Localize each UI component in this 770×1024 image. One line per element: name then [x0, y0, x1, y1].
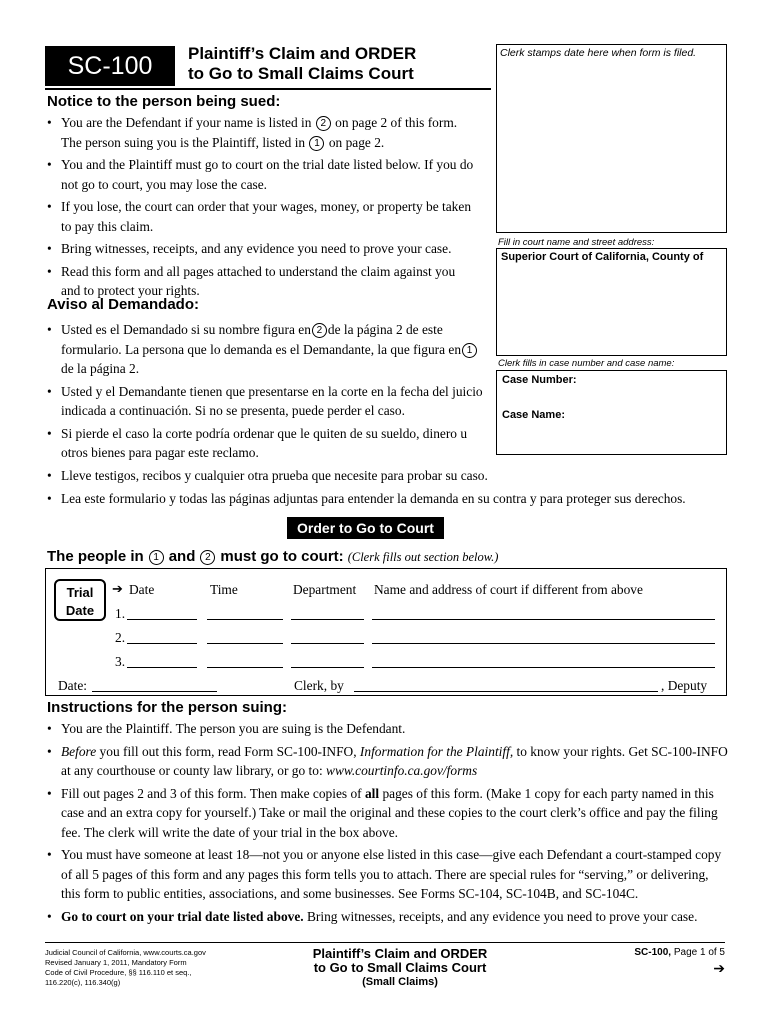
- clerk-stamp-box[interactable]: [496, 44, 727, 233]
- instruction-item-5: • Go to court on your trial date listed above. Bring witnesses, receipts, and any evidence you need to prove your case.: [47, 907, 729, 927]
- circle-1-icon: 1: [309, 136, 324, 151]
- col-address: Name and address of court if different from above: [374, 582, 643, 597]
- row-2-time-field[interactable]: [207, 643, 283, 644]
- notice-heading: Notice to the person being sued:: [47, 93, 281, 110]
- circle-2-icon: 2: [200, 550, 215, 565]
- deputy-label: , Deputy: [661, 678, 708, 693]
- people-must-go-line: The people in 1 and 2 must go to court: (Clerk fills out section below.): [47, 548, 499, 565]
- notice-item-5: • Read this form and all pages attached to understand the claim against you and to protect your rights.: [47, 262, 477, 301]
- form-title-line2: to Go to Small Claims Court: [188, 64, 414, 83]
- form-id-badge: SC-100: [45, 46, 175, 86]
- circle-2-icon: 2: [316, 116, 331, 131]
- notice-item-4: • Bring witnesses, receipts, and any evidence you need to prove your case.: [47, 239, 477, 259]
- circle-2-icon: 2: [312, 323, 327, 338]
- instruction-item-1: • You are the Plaintiff. The person you are suing is the Defendant.: [47, 719, 729, 739]
- footer-citation: Judicial Council of California, www.courts.ca.gov Revised January 1, 2011, Mandatory Form Code of Civil Procedure, §§ 116.110 et seq., 116.220(c), 116.340(g): [45, 948, 206, 987]
- order-banner: Order to Go to Court: [287, 517, 444, 539]
- instruction-item-4: • You must have someone at least 18—not you or anyone else listed in this case—give each Defendant a court-stamped copy of all 5 pages of this form and any pages this form tells you to attach. There are special rules for “serving,” or delivering, this form to public entities, associations, and some businesses. See Forms SC-104, SC-104B, and SC-104C.: [47, 845, 729, 904]
- row-2-address-field[interactable]: [372, 643, 715, 644]
- footer-page-info: SC-100, Page 1 of 5 ➔: [600, 947, 725, 977]
- col-date: Date: [129, 582, 155, 597]
- case-number-label: Case Number:: [502, 374, 577, 386]
- aviso-item-5: • Lea este formulario y todas las páginas adjuntas para entender la demanda en su contra y para proteger sus derechos.: [47, 489, 727, 509]
- row-3-date-field[interactable]: [127, 667, 197, 668]
- order-date-field[interactable]: [92, 691, 217, 692]
- col-time: Time: [210, 582, 238, 597]
- circle-1-icon: 1: [149, 550, 164, 565]
- form-title: [188, 44, 416, 84]
- instruction-item-3: • Fill out pages 2 and 3 of this form. Then make copies of all pages of this form. (Make 1 copy for each party named in this case and an extra copy for yourself.) Take or mail the original and these copies to the court clerk’s office and pay the filing fee. The clerk will write the date of your trial in the box above.: [47, 784, 729, 843]
- row-3-address-field[interactable]: [372, 667, 715, 668]
- aviso-item-2: • Usted y el Demandante tienen que presentarse en la corte en la fecha del juicio indicada a continuación. Si no se presenta, puede perder el caso.: [47, 382, 487, 421]
- row-3-department-field[interactable]: [291, 667, 364, 668]
- instructions-list: [47, 719, 729, 929]
- row-1-department-field[interactable]: [291, 619, 364, 620]
- footer-rule: [45, 942, 725, 943]
- row-3-time-field[interactable]: [207, 667, 283, 668]
- court-name-value: Superior Court of California, County of: [501, 251, 704, 263]
- notice-item-1: • You are the Defendant if your name is listed in 2 on page 2 of this form. The person suing you is the Plaintiff, listed in 1 on page 2.: [47, 113, 477, 152]
- row-1-address-field[interactable]: [372, 619, 715, 620]
- col-department: Department: [293, 582, 357, 597]
- notice-item-2: • You and the Plaintiff must go to court on the trial date listed below. If you do not go to court, you may lose the case.: [47, 155, 477, 194]
- row-1-time-field[interactable]: [207, 619, 283, 620]
- clerk-stamp-label: Clerk stamps date here when form is filed.: [500, 47, 697, 59]
- case-name-label: Case Name:: [502, 409, 565, 421]
- notice-list: [47, 113, 477, 304]
- notice-item-3: • If you lose, the court can order that your wages, money, or property be taken to pay this claim.: [47, 197, 477, 236]
- trial-date-tag: Trial Date: [54, 579, 106, 621]
- row-2-department-field[interactable]: [291, 643, 364, 644]
- aviso-item-4: • Lleve testigos, recibos y cualquier otra prueba que necesite para probar su caso.: [47, 466, 727, 486]
- aviso-list-wide: [47, 466, 727, 511]
- row-1-label: 1.: [115, 606, 126, 621]
- courtinfo-link[interactable]: www.courtinfo.ca.gov/forms: [326, 763, 478, 778]
- order-date-label: Date:: [58, 678, 87, 693]
- aviso-item-3: • Si pierde el caso la corte podría ordenar que le quiten de su sueldo, dinero u otros bienes para pagar este reclamo.: [47, 424, 487, 463]
- next-page-arrow-icon: ➔: [713, 960, 725, 976]
- court-name-box[interactable]: [496, 248, 727, 356]
- circle-1-icon: 1: [462, 343, 477, 358]
- form-title-line1: Plaintiff’s Claim and ORDER: [188, 44, 417, 63]
- aviso-list: [47, 320, 487, 466]
- row-3-label: 3.: [115, 654, 126, 669]
- row-1-date-field[interactable]: [127, 619, 197, 620]
- row-2-date-field[interactable]: [127, 643, 197, 644]
- instruction-item-2: • Before you fill out this form, read Form SC-100-INFO, Information for the Plaintiff, to know your rights. Get SC-100-INFO at any courthouse or county law library, or go to: www.courtinfo.ca.gov/forms: [47, 742, 729, 781]
- clerk-by-label: Clerk, by: [294, 678, 344, 693]
- aviso-item-1: • Usted es el Demandado si su nombre figura en 2 de la página 2 de este formulario. La persona que lo demanda es el Demandante, la que figura en 1de la página 2.: [47, 320, 487, 379]
- row-2-label: 2.: [115, 630, 126, 645]
- clerk-signature-field[interactable]: [354, 691, 658, 692]
- court-label: Fill in court name and street address:: [498, 237, 655, 248]
- footer-title: Plaintiff’s Claim and ORDER to Go to Small Claims Court (Small Claims): [312, 946, 488, 988]
- case-label: Clerk fills in case number and case name:: [498, 358, 675, 369]
- title-rule: [45, 88, 491, 90]
- arrow-right-icon: ➔: [112, 581, 123, 596]
- aviso-heading: Aviso al Demandado:: [47, 296, 199, 313]
- instructions-heading: Instructions for the person suing:: [47, 699, 288, 716]
